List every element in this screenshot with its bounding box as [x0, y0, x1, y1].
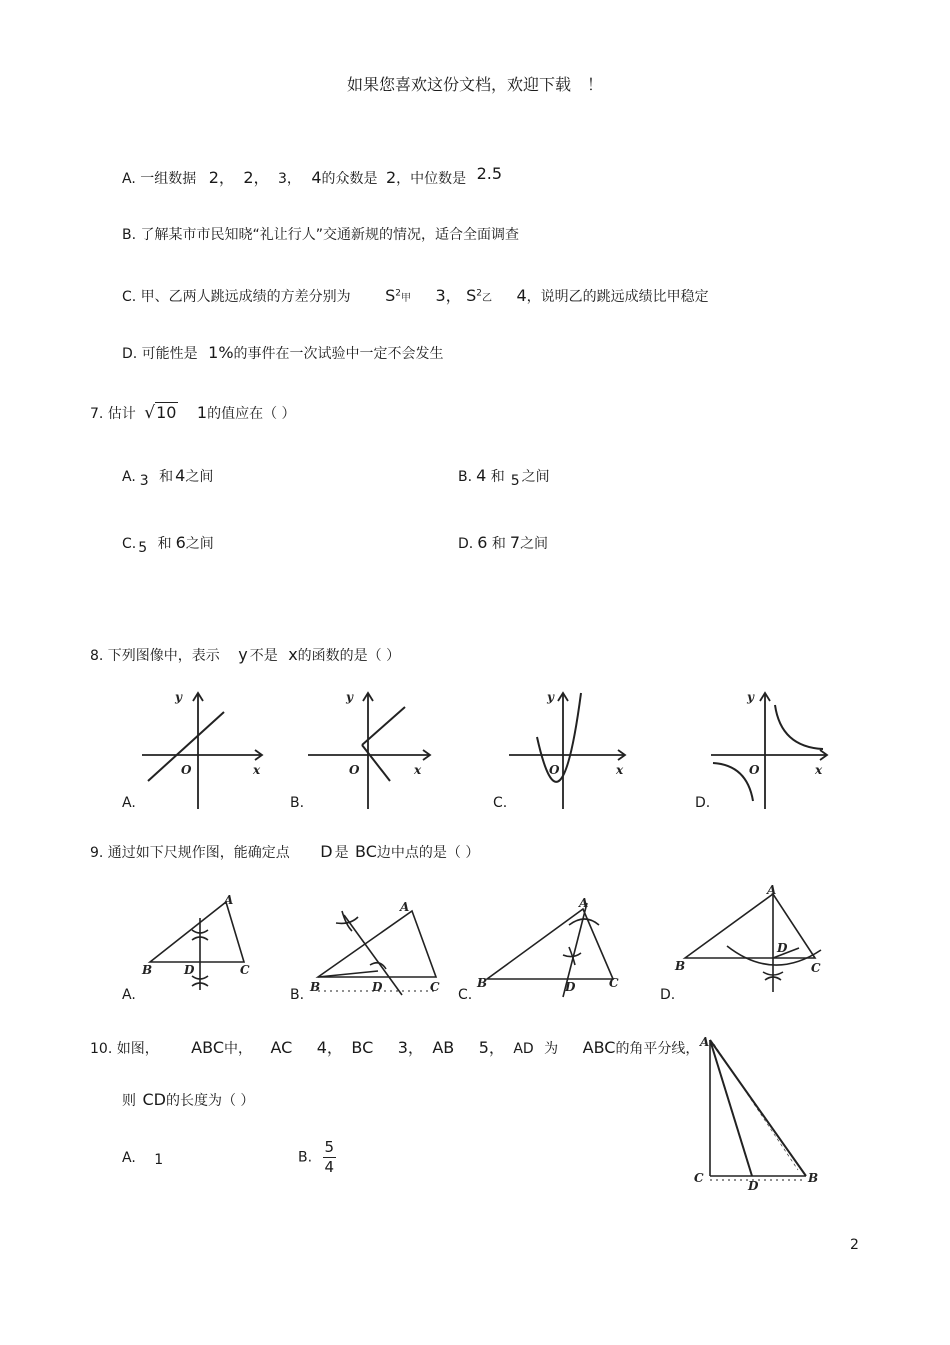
- svg-text:B: B: [477, 976, 488, 990]
- svg-text:C: C: [430, 980, 440, 994]
- q9-label-c: C.: [458, 987, 473, 1003]
- q7-option-c: C. 5 和 6之间: [122, 533, 214, 556]
- svg-text:D: D: [748, 1179, 759, 1193]
- svg-text:A: A: [579, 896, 589, 910]
- q7-option-d: D. 6 和 7之间: [458, 533, 549, 552]
- svg-text:D: D: [372, 980, 383, 994]
- svg-text:A: A: [224, 893, 234, 907]
- q9-construction-b: [308, 895, 448, 1000]
- q8-label-c: C.: [493, 795, 508, 811]
- svg-text:C: C: [240, 963, 250, 977]
- q8-label-d: D.: [695, 795, 711, 811]
- q9-label-b: B.: [290, 987, 305, 1003]
- svg-text:D: D: [777, 941, 788, 955]
- svg-text:x: x: [414, 763, 422, 777]
- svg-text:y: y: [747, 690, 754, 704]
- q7-option-b: B. 4 和 5 之间: [458, 466, 550, 489]
- q9-label-a: A.: [122, 987, 136, 1003]
- svg-text:C: C: [811, 961, 821, 975]
- svg-text:B: B: [808, 1171, 819, 1185]
- q6-option-d: D. 可能性是 1%的事件在一次试验中一定不会发生: [122, 343, 444, 362]
- svg-text:A: A: [767, 883, 777, 897]
- q10-triangle-figure: [690, 1030, 830, 1195]
- q8-graph-a: [120, 685, 280, 815]
- q8-label-b: B.: [290, 795, 305, 811]
- svg-text:x: x: [253, 763, 261, 777]
- svg-text:O: O: [349, 763, 360, 777]
- q10-option-a: A. 1: [122, 1150, 164, 1168]
- svg-text:A: A: [400, 900, 410, 914]
- q6-option-b: B. 了解某市市民知晓“礼让行人”交通新规的情况，适合全面调查: [122, 227, 520, 243]
- svg-text:x: x: [815, 763, 823, 777]
- q9-construction-d: [675, 882, 835, 992]
- radical-10: 10: [156, 403, 177, 422]
- svg-text:D: D: [565, 980, 576, 994]
- q9-construction-c: [475, 895, 625, 1000]
- q9-stem: 9. 通过如下尺规作图，能确定点 D 是 BC边中点的是（ ）: [90, 842, 480, 861]
- svg-text:O: O: [549, 763, 560, 777]
- svg-text:x: x: [616, 763, 624, 777]
- q8-stem: 8. 下列图像中，表示 y 不是 x的函数的是（ ）: [90, 645, 401, 664]
- svg-text:y: y: [175, 690, 182, 704]
- svg-text:y: y: [346, 690, 353, 704]
- q10-option-b: B. $\frac{5}{4}$: [298, 1138, 335, 1176]
- q8-graph-d: [705, 685, 865, 815]
- svg-text:y: y: [547, 690, 554, 704]
- page-number: 2: [850, 1237, 859, 1253]
- q6-option-a: A. 一组数据 2， 2， 3， 4的众数是 2，中位数是 2.5: [122, 164, 503, 187]
- q6-option-c: C. 甲、乙两人跳远成绩的方差分别为 $S^2$甲 3， $S^2$乙 4，说明乙的跳远成绩比甲稳定: [122, 286, 709, 305]
- q10-stem: 10. 如图， ABC中， AC 4， BC 3， AB 5， AD 为 ABC的角平分线，: [90, 1038, 700, 1057]
- q8-graph-b: [290, 685, 450, 815]
- svg-text:B: B: [310, 980, 321, 994]
- q7-option-a: A. 3 和 4之间: [122, 466, 214, 489]
- q7-stem: 7. 估计 √10 1的值应在（ ）: [90, 403, 296, 423]
- page-header: 如果您喜欢这份文档，欢迎下载 ！: [346, 75, 603, 94]
- svg-text:O: O: [181, 763, 192, 777]
- svg-text:A: A: [700, 1035, 710, 1049]
- q9-construction-a: [140, 890, 260, 995]
- q9-label-d: D.: [660, 987, 676, 1003]
- fraction-5-4: $\frac{5}{4}$: [324, 1138, 335, 1176]
- svg-text:D: D: [184, 963, 195, 977]
- svg-text:C: C: [694, 1171, 704, 1185]
- q8-graph-c: [495, 685, 655, 815]
- svg-text:B: B: [675, 959, 686, 973]
- svg-text:C: C: [609, 976, 619, 990]
- svg-text:O: O: [749, 763, 760, 777]
- q10-stem-line2: 则 CD的长度为（ ）: [122, 1090, 255, 1109]
- svg-text:B: B: [142, 963, 153, 977]
- q8-label-a: A.: [122, 795, 136, 811]
